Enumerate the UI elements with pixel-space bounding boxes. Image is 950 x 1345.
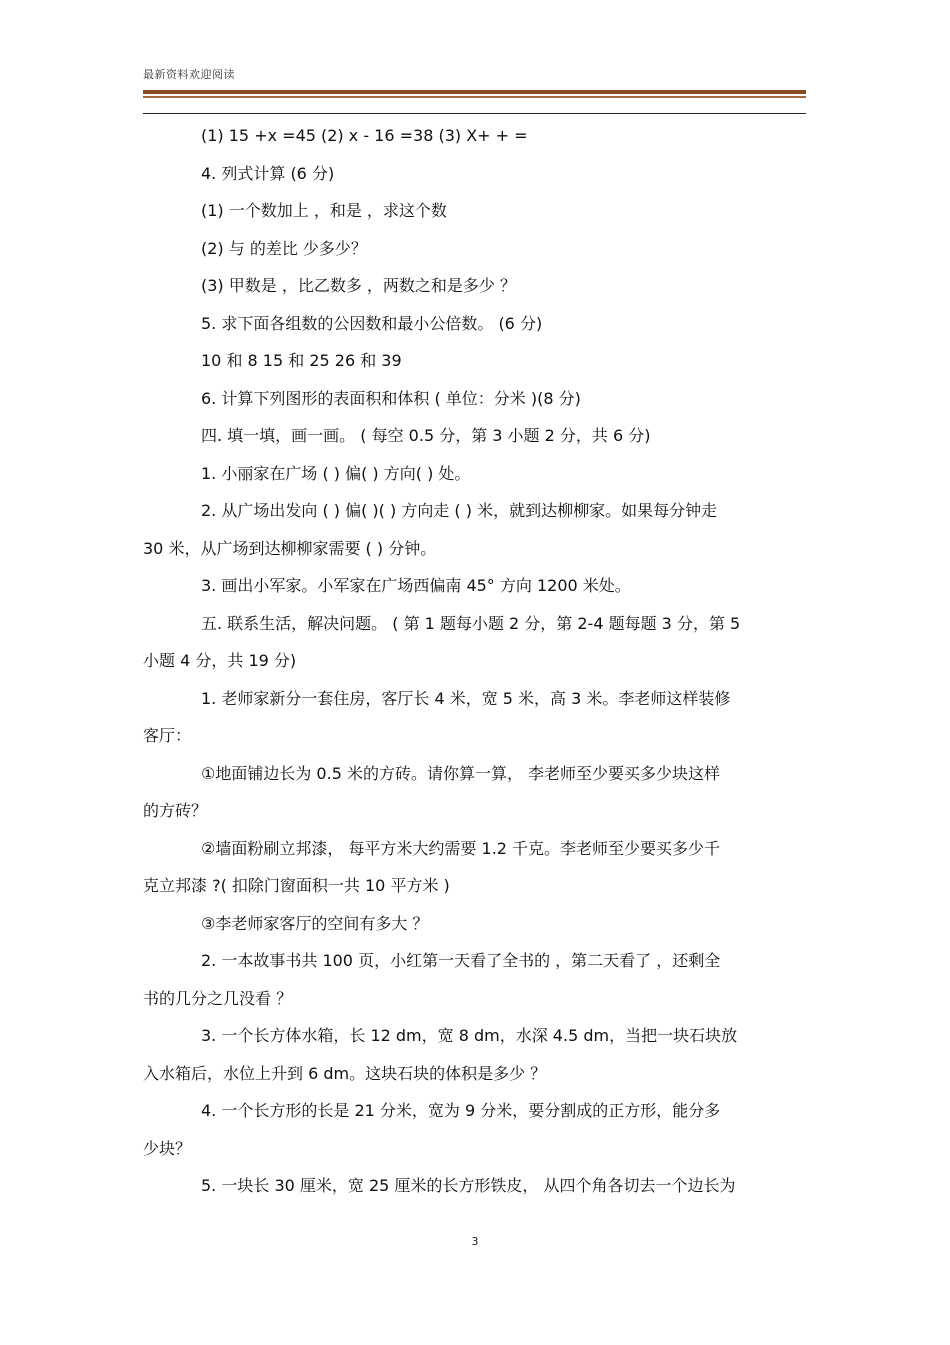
text-line: (1) 15 +x =45 (2) x - 16 =38 (3) X+ + =	[201, 126, 528, 145]
text-line: ②墙面粉刷立邦漆， 每平方米大约需要 1.2 千克。李老师至少要买多少千	[201, 838, 721, 858]
text-line: 书的几分之几没看 ？	[143, 988, 293, 1008]
text-line: 克立邦漆 ?( 扣除门窗面积一共 10 平方米 )	[143, 876, 450, 895]
text-line: 入水箱后，水位上升到 6 dm。这块石块的体积是多少 ？	[143, 1063, 547, 1083]
text-line: 四. 填一填，画一画。 ( 每空 0.5 分，第 3 小题 2 分，共 6 分)	[201, 426, 651, 445]
text-line: 4. 一个长方形的长是 21 分米，宽为 9 分米，要分割成的正方形，能分多	[201, 1101, 721, 1120]
text-line: 5. 求下面各组数的公因数和最小公倍数。 (6 分)	[201, 313, 543, 333]
header-rule-mid	[143, 96, 806, 98]
text-line: 3. 一个长方体水箱，长 12 dm，宽 8 dm，水深 4.5 dm，当把一块石块放	[201, 1026, 738, 1045]
text-line: 2. 一本故事书共 100 页，小红第一天看了全书的 ，第二天看了 ，还剩全	[201, 951, 721, 970]
text-line: (1) 一个数加上 ，和是 ，求这个数	[201, 201, 447, 220]
text-line: 客厅：	[143, 726, 192, 745]
text-line: 五. 联系生活，解决问题。 ( 第 1 题每小题 2 分，第 2-4 题每题 3 分，第 5	[201, 613, 741, 633]
text-line: 10 和 8 15 和 25 26 和 39	[201, 351, 402, 370]
text-line: 6. 计算下列图形的表面积和体积 ( 单位：分米 )(8 分)	[201, 388, 581, 408]
text-line: 4. 列式计算 (6 分)	[201, 163, 335, 183]
text-line: 2. 从广场出发向 ( ) 偏( )( ) 方向走 ( ) 米，就到达柳柳家。如果每分钟走	[201, 501, 718, 520]
page-number: 3	[471, 1235, 479, 1248]
text-line: 1. 小丽家在广场 ( ) 偏( ) 方向( ) 处。	[201, 463, 471, 483]
text-line: 1. 老师家新分一套住房，客厅长 4 米，宽 5 米，高 3 米。李老师这样装修	[201, 688, 731, 708]
header-rule-thick	[143, 90, 806, 94]
header-text: 最新资料欢迎阅读	[143, 68, 235, 81]
text-line: 30 米，从广场到达柳柳家需要 ( ) 分钟。	[143, 538, 437, 558]
document-body	[143, 117, 808, 1205]
text-line: (3) 甲数是 ，比乙数多 ，两数之和是多少 ？	[201, 276, 517, 295]
text-line: ③李老师家客厅的空间有多大 ？	[201, 913, 429, 933]
text-line: 的方砖？	[143, 801, 208, 820]
text-line: ①地面铺边长为 0.5 米的方砖。请你算一算， 李老师至少要买多少块这样	[201, 763, 721, 783]
header-rule-thin	[143, 113, 806, 114]
text-line: 小题 4 分，共 19 分)	[143, 651, 297, 670]
text-line: 少块？	[143, 1138, 192, 1158]
text-line: (2) 与 的差比 少多少？	[201, 238, 367, 258]
text-line: 5. 一块长 30 厘米，宽 25 厘米的长方形铁皮， 从四个角各切去一个边长为	[201, 1176, 736, 1195]
text-line: 3. 画出小军家。小军家在广场西偏南 45° 方向 1200 米处。	[201, 576, 631, 595]
